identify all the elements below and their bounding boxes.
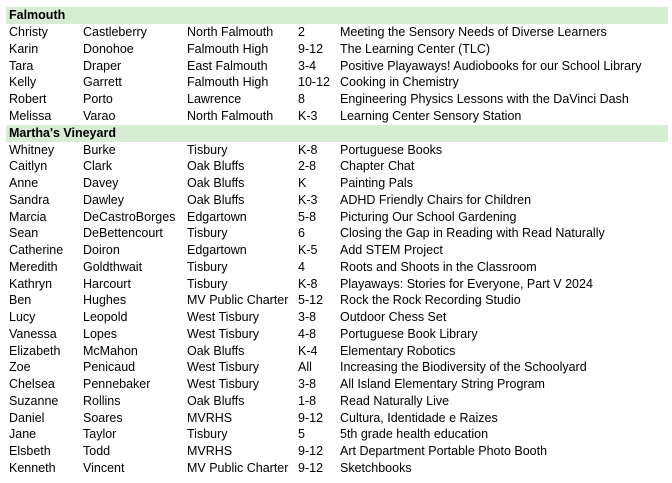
- last-name-cell: DeCastroBorges: [83, 209, 176, 224]
- school-cell: Oak Bluffs: [187, 176, 245, 190]
- first-name-cell: Karin: [9, 41, 39, 56]
- project-title-cell: Meeting the Sensory Needs of Diverse Learners: [340, 25, 607, 39]
- project-title-cell: 5th grade health education: [340, 427, 489, 442]
- grade-cell: 3-8: [298, 310, 317, 324]
- table-row: [6, 192, 668, 209]
- table-row: [6, 326, 668, 343]
- table-row: [6, 242, 668, 259]
- school-cell: Falmouth High: [187, 75, 269, 90]
- table-row: [6, 142, 668, 159]
- project-title-cell: Learning Center Sensory Station: [340, 108, 522, 123]
- first-name-cell: Anne: [9, 176, 39, 190]
- project-title-cell: Elementary Robotics: [340, 343, 456, 358]
- table-row: [6, 376, 668, 393]
- school-cell: Oak Bluffs: [187, 192, 245, 207]
- project-title-cell: ADHD Friendly Chairs for Children: [340, 192, 532, 207]
- last-name-cell: McMahon: [83, 343, 138, 358]
- first-name-cell: Vanessa: [9, 326, 57, 341]
- grade-cell: 5-12: [298, 293, 324, 308]
- school-cell: Oak Bluffs: [187, 159, 245, 174]
- first-name-cell: Sandra: [9, 192, 50, 207]
- school-cell: Tisbury: [187, 226, 228, 241]
- grade-cell: 9-12: [298, 410, 324, 425]
- last-name-cell: Varao: [83, 108, 116, 123]
- table-row: [6, 74, 668, 91]
- first-name-cell: Meredith: [9, 259, 58, 274]
- table-row: [6, 426, 668, 443]
- table-row: [6, 343, 668, 360]
- project-title-cell: Picturing Our School Gardening: [340, 209, 517, 224]
- school-cell: Falmouth High: [187, 41, 269, 56]
- section-group: [6, 7, 668, 125]
- last-name-cell: Burke: [83, 142, 116, 157]
- last-name-cell: Soares: [83, 410, 123, 425]
- school-cell: Lawrence: [187, 92, 242, 106]
- first-name-cell: Daniel: [9, 410, 45, 425]
- last-name-cell: Todd: [83, 444, 111, 458]
- last-name-cell: Castleberry: [83, 25, 147, 39]
- school-cell: West Tisbury: [187, 326, 260, 341]
- table-row: [6, 410, 668, 427]
- project-title-cell: Closing the Gap in Reading with Read Naturally: [340, 226, 605, 241]
- grade-cell: 2: [298, 25, 305, 39]
- last-name-cell: Garrett: [83, 75, 122, 90]
- first-name-cell: Chelsea: [9, 377, 55, 391]
- grade-cell: K-3: [298, 108, 318, 123]
- grade-cell: K-3: [298, 192, 318, 207]
- project-title-cell: Add STEM Project: [340, 243, 443, 257]
- grade-cell: K-4: [298, 343, 318, 358]
- school-cell: Edgartown: [187, 243, 247, 257]
- table-row: [6, 225, 668, 242]
- project-title-cell: Art Department Portable Photo Booth: [340, 444, 548, 458]
- project-title-cell: Painting Pals: [340, 176, 413, 190]
- grade-cell: 10-12: [298, 75, 330, 90]
- table-row: [6, 359, 668, 376]
- first-name-cell: Suzanne: [9, 393, 59, 408]
- first-name-cell: Elizabeth: [9, 343, 61, 358]
- project-title-cell: Cooking in Chemistry: [340, 75, 459, 90]
- first-name-cell: Marcia: [9, 209, 47, 224]
- grade-cell: K: [298, 176, 307, 190]
- first-name-cell: Ben: [9, 293, 32, 308]
- project-title-cell: Sketchbooks: [340, 460, 412, 475]
- table-row: [6, 58, 668, 75]
- school-cell: North Falmouth: [187, 108, 274, 123]
- table-row: [6, 460, 668, 477]
- grade-cell: 5-8: [298, 209, 317, 224]
- first-name-cell: Melissa: [9, 108, 52, 123]
- school-cell: Oak Bluffs: [187, 393, 245, 408]
- last-name-cell: Leopold: [83, 310, 128, 324]
- section-header: Falmouth: [6, 7, 668, 24]
- project-title-cell: Outdoor Chess Set: [340, 310, 447, 324]
- school-cell: MV Public Charter: [187, 293, 289, 308]
- first-name-cell: Tara: [9, 58, 34, 73]
- school-cell: Tisbury: [187, 259, 228, 274]
- first-name-cell: Elsbeth: [9, 444, 51, 458]
- project-title-cell: Read Naturally Live: [340, 393, 450, 408]
- table-row: [6, 175, 668, 192]
- first-name-cell: Jane: [9, 427, 37, 442]
- project-title-cell: Rock the Rock Recording Studio: [340, 293, 521, 308]
- grade-cell: K-5: [298, 243, 318, 257]
- school-cell: MVRHS: [187, 444, 233, 458]
- school-cell: East Falmouth: [187, 58, 268, 73]
- section-header: Martha's Vineyard: [6, 125, 668, 142]
- first-name-cell: Christy: [9, 25, 48, 39]
- last-name-cell: Doiron: [83, 243, 120, 257]
- school-cell: West Tisbury: [187, 360, 260, 375]
- project-title-cell: Roots and Shoots in the Classroom: [340, 259, 537, 274]
- last-name-cell: Dawley: [83, 192, 124, 207]
- project-title-cell: Playaways: Stories for Everyone, Part V 2024: [340, 276, 593, 291]
- table-row: [6, 276, 668, 293]
- table-row: [6, 158, 668, 175]
- table-row: [6, 91, 668, 108]
- last-name-cell: Draper: [83, 58, 122, 73]
- project-title-cell: Chapter Chat: [340, 159, 415, 174]
- table-row: [6, 259, 668, 276]
- table-row: [6, 309, 668, 326]
- last-name-cell: Rollins: [83, 393, 121, 408]
- project-title-cell: Cultura, Identidade e Raizes: [340, 410, 498, 425]
- last-name-cell: Taylor: [83, 427, 117, 442]
- last-name-cell: DeBettencourt: [83, 226, 163, 241]
- last-name-cell: Davey: [83, 176, 119, 190]
- first-name-cell: Kelly: [9, 75, 37, 90]
- school-cell: North Falmouth: [187, 25, 274, 39]
- last-name-cell: Donohoe: [83, 41, 134, 56]
- table-row: [6, 292, 668, 309]
- last-name-cell: Pennebaker: [83, 377, 151, 391]
- school-cell: Oak Bluffs: [187, 343, 245, 358]
- table-row: [6, 41, 668, 58]
- first-name-cell: Robert: [9, 92, 47, 106]
- project-title-cell: Portuguese Books: [340, 142, 443, 157]
- school-cell: MVRHS: [187, 410, 233, 425]
- first-name-cell: Zoe: [9, 360, 31, 375]
- first-name-cell: Kenneth: [9, 460, 56, 475]
- grade-cell: 4: [298, 259, 305, 274]
- grade-cell: 3-8: [298, 377, 317, 391]
- first-name-cell: Kathryn: [9, 276, 53, 291]
- table-row: [6, 209, 668, 226]
- school-cell: Edgartown: [187, 209, 247, 224]
- grade-cell: 4-8: [298, 326, 317, 341]
- recipients-table: [6, 7, 668, 477]
- school-cell: West Tisbury: [187, 377, 260, 391]
- school-cell: West Tisbury: [187, 310, 260, 324]
- school-cell: Tisbury: [187, 427, 228, 442]
- first-name-cell: Sean: [9, 226, 39, 241]
- first-name-cell: Lucy: [9, 310, 36, 324]
- table-row: [6, 393, 668, 410]
- grade-cell: All: [298, 360, 312, 375]
- grade-cell: 5: [298, 427, 305, 442]
- project-title-cell: Increasing the Biodiversity of the Schoolyard: [340, 360, 587, 375]
- last-name-cell: Penicaud: [83, 360, 136, 375]
- last-name-cell: Goldthwait: [83, 259, 143, 274]
- section-group: [6, 125, 668, 477]
- table-row: [6, 24, 668, 41]
- grade-cell: 9-12: [298, 444, 324, 458]
- project-title-cell: The Learning Center (TLC): [340, 41, 491, 56]
- last-name-cell: Porto: [83, 92, 113, 106]
- table-row: [6, 443, 668, 460]
- first-name-cell: Catherine: [9, 243, 64, 257]
- school-cell: Tisbury: [187, 142, 228, 157]
- last-name-cell: Lopes: [83, 326, 118, 341]
- school-cell: MV Public Charter: [187, 460, 289, 475]
- grade-cell: 9-12: [298, 460, 324, 475]
- grade-cell: 3-4: [298, 58, 317, 73]
- last-name-cell: Hughes: [83, 293, 127, 308]
- last-name-cell: Vincent: [83, 460, 125, 475]
- grade-cell: 6: [298, 226, 305, 241]
- grade-cell: 8: [298, 92, 305, 106]
- table-row: [6, 108, 668, 125]
- project-title-cell: Portuguese Book Library: [340, 326, 478, 341]
- school-cell: Tisbury: [187, 276, 228, 291]
- last-name-cell: Clark: [83, 159, 113, 174]
- grade-cell: K-8: [298, 142, 318, 157]
- project-title-cell: Engineering Physics Lessons with the DaVinci Dash: [340, 92, 629, 106]
- project-title-cell: Positive Playaways! Audiobooks for our School Library: [340, 58, 642, 73]
- grade-cell: K-8: [298, 276, 318, 291]
- grade-cell: 1-8: [298, 393, 317, 408]
- project-title-cell: All Island Elementary String Program: [340, 377, 545, 391]
- first-name-cell: Caitlyn: [9, 159, 48, 174]
- last-name-cell: Harcourt: [83, 276, 131, 291]
- grade-cell: 2-8: [298, 159, 317, 174]
- first-name-cell: Whitney: [9, 142, 55, 157]
- grade-cell: 9-12: [298, 41, 324, 56]
